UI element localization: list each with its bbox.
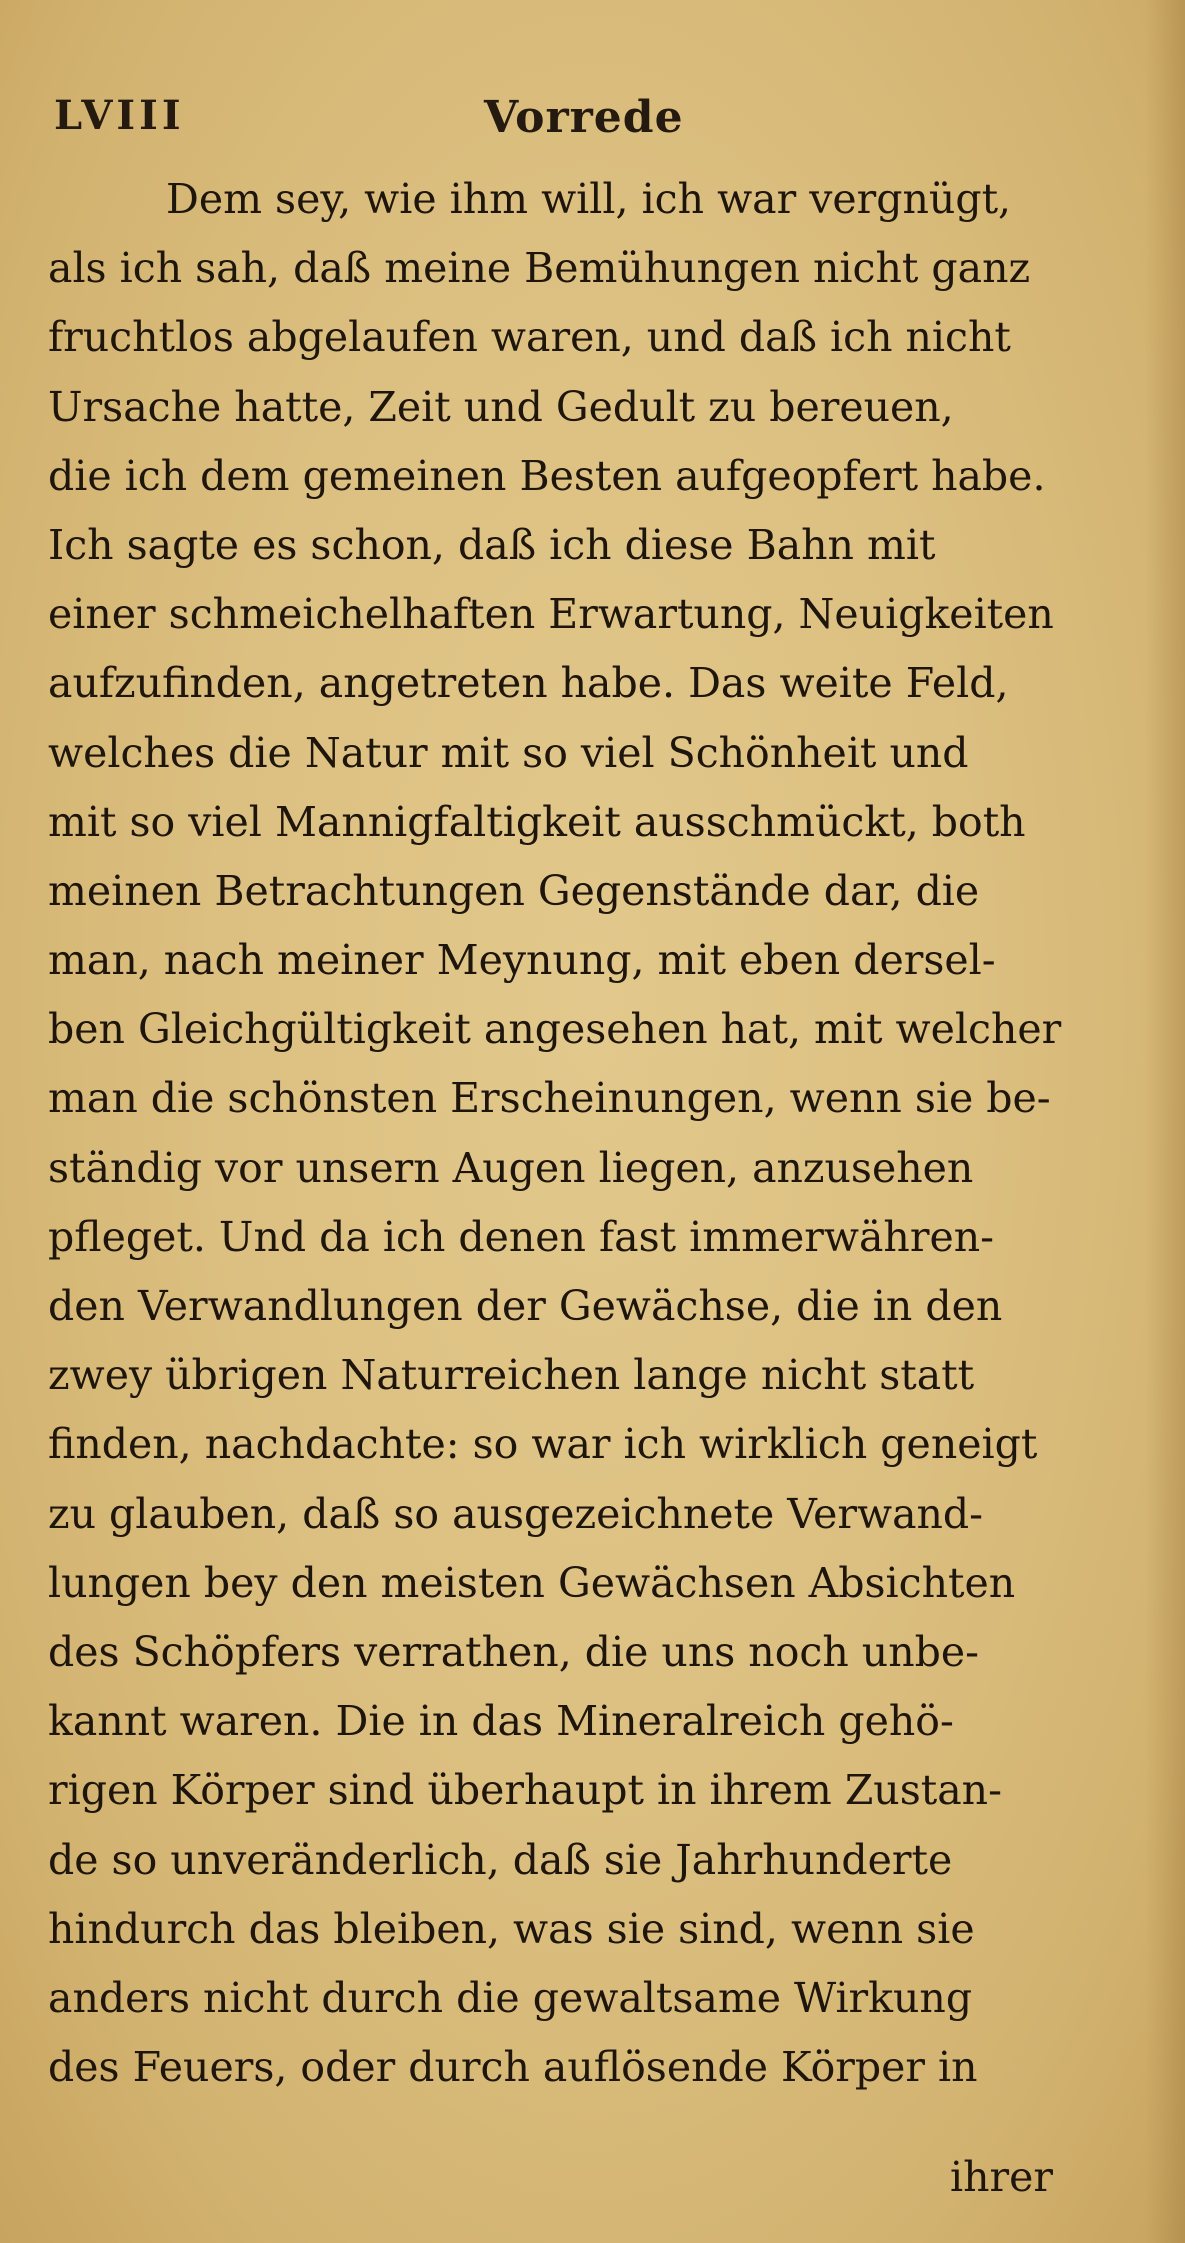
text-line: aufzufinden, angetreten habe. Das weite Feld, bbox=[48, 659, 1009, 708]
text-line: finden, nachdachte: so war ich wirklich geneigt bbox=[48, 1420, 1038, 1469]
text-line: de so unveränderlich, daß sie Jahrhunderte bbox=[48, 1835, 953, 1884]
text-line: als ich sah, daß meine Bemühungen nicht ganz bbox=[48, 244, 1031, 293]
text-line: rigen Körper sind überhaupt in ihrem Zustan- bbox=[48, 1766, 1002, 1815]
text-line: fruchtlos abgelaufen waren, und daß ich nicht bbox=[48, 313, 1011, 362]
text-line: ständig vor unsern Augen liegen, anzusehen bbox=[48, 1143, 974, 1192]
text-line: man die schönsten Erscheinungen, wenn sie be- bbox=[48, 1074, 1051, 1123]
text-line: zwey übrigen Naturreichen lange nicht statt bbox=[48, 1351, 975, 1400]
text-line: des Feuers, oder durch auflösende Körper in bbox=[48, 2043, 978, 2092]
catchword: ihrer bbox=[950, 2153, 1053, 2201]
text-line: pfleget. Und da ich denen fast immerwähren- bbox=[48, 1212, 994, 1261]
text-line: anders nicht durch die gewaltsame Wirkung bbox=[48, 1973, 973, 2022]
text-line: mit so viel Mannigfaltigkeit ausschmückt, both bbox=[48, 797, 1026, 846]
text-line: einer schmeichelhaften Erwartung, Neuigkeiten bbox=[48, 590, 1054, 639]
text-line: kannt waren. Die in das Mineralreich gehö- bbox=[48, 1697, 954, 1746]
text-line: den Verwandlungen der Gewächse, die in den bbox=[48, 1282, 1003, 1330]
text-line: des Schöpfers verrathen, die uns noch unbe- bbox=[48, 1627, 979, 1676]
text-line: meinen Betrachtungen Gegenstände dar, die bbox=[48, 866, 980, 915]
text-line: Dem sey, wie ihm will, ich war vergnügt, bbox=[166, 175, 1012, 223]
text-line: lungen bey den meisten Gewächsen Absichten bbox=[48, 1558, 1016, 1607]
page-edge-shadow bbox=[1145, 0, 1185, 2243]
text-line: ben Gleichgültigkeit angesehen hat, mit welcher bbox=[48, 1005, 1062, 1054]
text-line: Ich sagte es schon, daß ich diese Bahn mit bbox=[48, 520, 936, 569]
body-text bbox=[48, 165, 1138, 2102]
page-number: LVIII bbox=[54, 92, 185, 139]
page-header bbox=[54, 92, 1134, 162]
text-line: die ich dem gemeinen Besten aufgeopfert habe. bbox=[48, 451, 1046, 500]
text-line: man, nach meiner Meynung, mit eben dersel- bbox=[48, 936, 996, 985]
text-line: Ursache hatte, Zeit und Gedult zu bereuen, bbox=[48, 382, 954, 431]
text-line: welches die Natur mit so viel Schönheit und bbox=[48, 728, 969, 777]
running-head: Vorrede bbox=[484, 92, 684, 143]
text-line: zu glauben, daß so ausgezeichnete Verwand- bbox=[48, 1489, 984, 1538]
text-line: hindurch das bleiben, was sie sind, wenn sie bbox=[48, 1904, 975, 1953]
